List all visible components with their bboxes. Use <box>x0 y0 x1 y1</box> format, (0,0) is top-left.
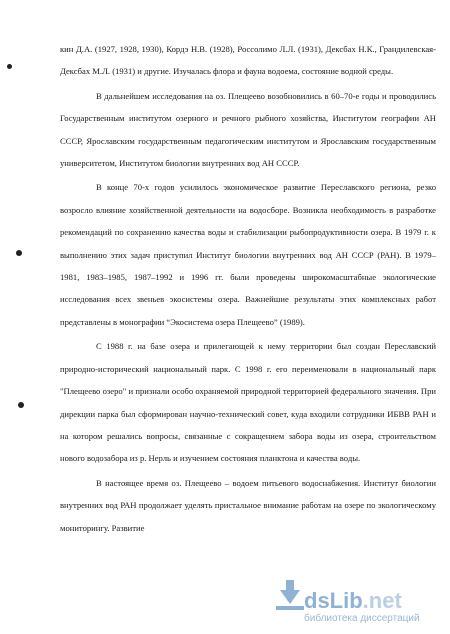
paragraph: В дальнейшем исследования на оз. Плещеево возобновились в 60–70-е годы и проводились Государственным институтом озерного и речного рыбного хозяйства, Институтом географии АН СССР, Ярославским государственным педагогическим институтом и Ярославским государственным университетом, Институтом биологии внутренних вод АН СССР. <box>60 90 436 169</box>
document-body <box>60 38 436 539</box>
watermark-logo: dsLib.net <box>304 588 402 613</box>
dslib-watermark[interactable] <box>266 588 444 628</box>
punch-hole-mark <box>16 250 22 256</box>
paragraph: кин Д.А. (1927, 1928, 1930), Кордэ Н.В. (1928), Россолимо Л.Л. (1931), Дексбах Н.К., Грандилевская-Дексбах М.Л. (1931) и другие. Изучалась флора и фауна водоема, состояние водной среды. <box>60 44 436 77</box>
watermark-subtitle: библиотека диссертаций <box>304 613 420 624</box>
punch-hole-mark <box>18 402 24 408</box>
paragraph: В настоящее время оз. Плещеево – водоем питьевого водоснабжения. Институт биологии внутренних вод РАН продолжает уделять пристальное внимание работам на озере по экологическому мониторингу. Развитие <box>60 477 436 533</box>
download-tray-icon <box>276 606 304 610</box>
paragraph: С 1988 г. на базе озера и прилегающей к нему территории был создан Переславский природно-исторический национальный парк. С 1998 г. его переименовали в национальный парк "Плещеево озеро" и признали особо охраняемой природной территорией федерального значения. При дирекции парка был сформирован научно-технический совет, куда входили сотрудники ИБВВ РАН и на котором решались вопросы, связанные с сокращением забора воды из озера, строительством нового водозабора из р. Нерль и изучением состояния планктона и качества воды. <box>60 341 436 464</box>
download-arrow-head <box>280 590 300 604</box>
punch-hole-mark <box>7 64 12 69</box>
paragraph: В конце 70-х годов усилилось экономическое развитие Переславского региона, резко возросло влияние хозяйственной деятельности на водосборе. Возникла необходимость в разработке рекомендаций по сохранению качества воды и стабилизации рыбопродуктивности озера. В 1979 г. к выполнению этих задач приступил Институт биологии внутренних вод АН СССР (РАН). В 1979–1981, 1983–1985, 1987–1992 и 1996 гг. были проведены широкомасштабные экологические исследования всех звеньев экосистемы озера. Важнейшие результаты этих комплексных работ представлены в монографии “Экосистема озера Плещеево” (1989). <box>60 182 436 327</box>
